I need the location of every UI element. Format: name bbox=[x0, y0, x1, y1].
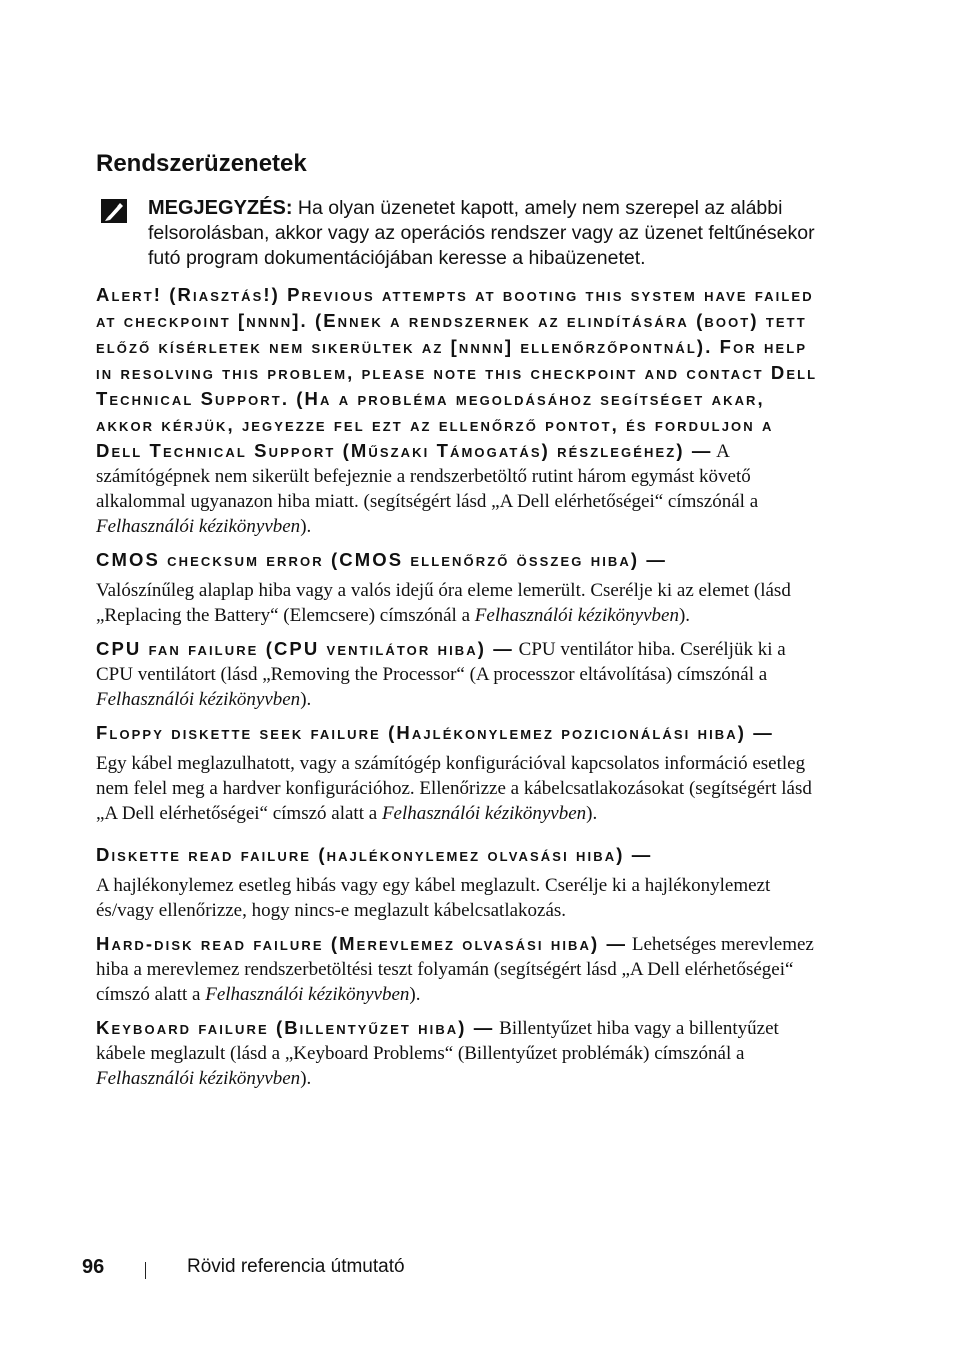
message-term: Diskette read failure (hajlékonylemez olvasási hiba) — bbox=[96, 844, 653, 865]
message-closing: ). bbox=[300, 689, 312, 710]
message-entry-hard-disk bbox=[96, 931, 826, 1007]
note-body: Ha olyan üzenetet kapott, amely nem szerepel az alábbi felsorolásban, akkor vagy az operációs rendszer vagy az üzenet feltűnésekor futó program dokumentációjában keresse a hibaüzenetet. bbox=[148, 197, 815, 269]
manual-reference: Felhasználói kézikönyvben bbox=[474, 605, 679, 626]
message-closing: ). bbox=[409, 984, 421, 1005]
message-entry-floppy-seek bbox=[96, 720, 826, 826]
message-entry-alert bbox=[96, 282, 826, 539]
message-term: CMOS checksum error (CMOS ellenőrző összeg hiba) — bbox=[96, 549, 667, 570]
manual-reference: Felhasználói kézikönyvben bbox=[381, 803, 587, 824]
message-closing: ). bbox=[678, 605, 691, 626]
message-closing: ). bbox=[300, 1068, 312, 1089]
manual-reference: Felhasználói kézikönyvben bbox=[96, 689, 301, 710]
note-box bbox=[96, 196, 826, 271]
message-description: Lehetséges merevlemez hiba a merevlemez rendszerbetöltési teszt folyamán (segítségért lásd „A Dell elérhetőségei“ címszó alatt a bbox=[96, 934, 814, 1005]
manual-reference: Felhasználói kézikönyvben bbox=[96, 1068, 301, 1089]
note-text bbox=[148, 196, 826, 271]
footer-divider bbox=[145, 1262, 146, 1279]
manual-reference: Felhasználói kézikönyvben bbox=[96, 516, 301, 537]
message-term: CPU fan failure (CPU ventilátor hiba) — bbox=[96, 638, 514, 659]
message-term: Floppy diskette seek failure (Hajlékonylemez pozicionálási hiba) — bbox=[96, 722, 774, 743]
message-description: CPU ventilátor hiba. Cseréljük ki a CPU ventilátort (lásd „Removing the Processor“ (A processzor eltávolítása) címszónál a bbox=[96, 639, 786, 685]
message-term: Alert! (Riasztás!) Previous attempts at booting this system have failed at checkpoint [nnnn]. (Ennek a rendszernek az elindítására (boot) tett előző kísérletek nem sikerültek az [nnnn] ellenőrzőpontnál). For help in resolving this problem, please note this checkpoint and contact Dell Technical Support. (Ha a probléma megoldásához segítséget akar, akkor kérjük, jegyezze fel ezt az ellenőrző pontot, és forduljon a Dell Technical Support (Műszaki Támogatás) részlegéhez) — bbox=[96, 284, 818, 461]
section-heading: Rendszerüzenetek bbox=[96, 150, 307, 177]
page-number: 96 bbox=[82, 1256, 105, 1278]
message-description: A számítógépnek nem sikerült befejeznie a rendszerbetöltő rutint három egymást követő alkalommal ugyanazon hiba miatt. (segítségért lásd „A Dell elérhetőségei“ címszónál a bbox=[96, 441, 759, 512]
message-description: Egy kábel meglazulhatott, vagy a számítógép konfigurációval kapcsolatos információ esetleg nem felel meg a hardver konfigurációhoz. Ellenőrizze a kábelcsatlakozásokat (segítségért lásd „A Dell elérhetőségei“ címszó alatt a bbox=[96, 753, 812, 824]
message-list bbox=[96, 282, 826, 1099]
page-footer bbox=[0, 1256, 954, 1286]
note-label: MEGJEGYZÉS: bbox=[148, 197, 293, 219]
document-title: Rövid referencia útmutató bbox=[187, 1256, 405, 1277]
message-term: Keyboard failure (Billentyűzet hiba) — bbox=[96, 1017, 495, 1038]
message-closing: ). bbox=[586, 803, 598, 824]
message-description: Billentyűzet hiba vagy a billentyűzet kábele meglazult (lásd a „Keyboard Problems“ (Billentyűzet problémák) címszónál a bbox=[96, 1018, 779, 1064]
message-entry-diskette-read bbox=[96, 842, 826, 923]
pencil-note-icon bbox=[100, 198, 128, 224]
message-entry-cpu-fan bbox=[96, 636, 826, 712]
message-term: Hard-disk read failure (Merevlemez olvasási hiba) — bbox=[96, 933, 628, 954]
message-closing: ). bbox=[300, 516, 312, 537]
message-description: A hajlékonylemez esetleg hibás vagy egy kábel meglazult. Cserélje ki a hajlékonylemezt és/vagy ellenőrizze, hogy nincs-e meglazult kábelcsatlakozás. bbox=[96, 875, 771, 921]
message-entry-cmos-checksum bbox=[96, 547, 826, 628]
message-description: Valószínűleg alaplap hiba vagy a valós idejű óra eleme lemerült. Cserélje ki az elemet (lásd „Replacing the Battery“ (Elemcsere) címszónál a bbox=[96, 580, 791, 626]
message-entry-keyboard bbox=[96, 1015, 826, 1091]
manual-reference: Felhasználói kézikönyvben bbox=[205, 984, 410, 1005]
